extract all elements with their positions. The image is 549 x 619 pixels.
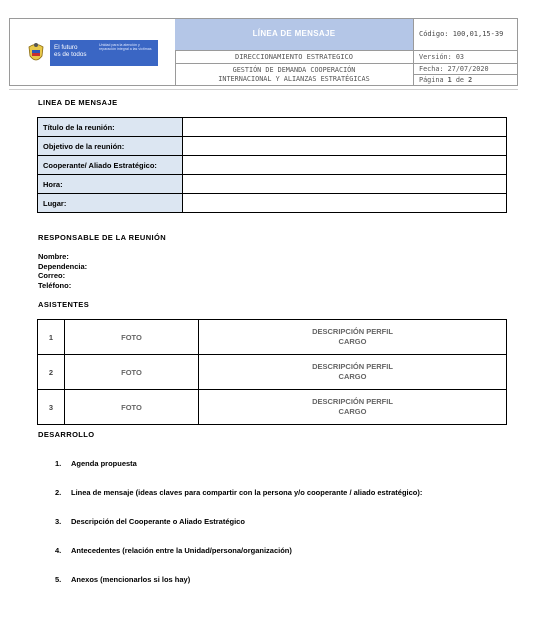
attendee-photo: FOTO	[65, 320, 199, 355]
meeting-info-table	[37, 117, 507, 213]
list-item: 1. Agenda propuesta	[55, 459, 137, 468]
list-item: 3. Descripción del Cooperante o Aliado Estratégico	[55, 517, 245, 526]
logo-subtext: Unidad para la atención y reparación integral a las víctimas	[99, 43, 152, 52]
info-label: Objetivo de la reunión:	[38, 137, 183, 156]
process-name: DIRECCIONAMIENTO ESTRATEGICO	[175, 51, 414, 64]
list-item: 4. Antecedentes (relación entre la Unidad/persona/organización)	[55, 546, 292, 555]
list-item: 2. Linea de mensaje (ideas claves para compartir con la persona y/o cooperante / aliado estratégico):	[55, 488, 423, 497]
section-title-desarrollo: DESARROLLO	[38, 430, 95, 439]
attendee-description: DESCRIPCIÓN PERFIL CARGO	[199, 320, 507, 355]
coat-of-arms-icon	[26, 41, 46, 65]
info-label: Hora:	[38, 175, 183, 194]
info-label: Lugar:	[38, 194, 183, 213]
attendee-description: DESCRIPCIÓN PERFIL CARGO	[199, 390, 507, 425]
page-number: Página 1 de 2	[419, 76, 473, 84]
info-value-field[interactable]	[183, 118, 507, 137]
table-row	[38, 118, 507, 137]
field-nombre: Nombre:	[38, 252, 69, 261]
attendee-photo: FOTO	[65, 390, 199, 425]
table-row	[38, 194, 507, 213]
attendees-table	[37, 319, 507, 425]
info-label: Título de la reunión:	[38, 118, 183, 137]
document-code: Código: 100,01,15-39	[414, 19, 517, 51]
document-title: LÍNEA DE MENSAJE	[175, 19, 414, 51]
document-header	[9, 18, 518, 86]
field-correo: Correo:	[38, 271, 66, 280]
info-label: Cooperante/ Aliado Estratégico:	[38, 156, 183, 175]
attendee-photo: FOTO	[65, 355, 199, 390]
logo-banner	[50, 40, 158, 66]
info-value-field[interactable]	[183, 137, 507, 156]
table-row	[38, 355, 507, 390]
responsable-fields	[38, 252, 87, 290]
info-value-field[interactable]	[183, 156, 507, 175]
table-row	[38, 320, 507, 355]
info-value-field[interactable]	[183, 194, 507, 213]
info-value-field[interactable]	[183, 175, 507, 194]
table-row	[38, 175, 507, 194]
table-row	[38, 390, 507, 425]
attendee-number: 2	[38, 355, 65, 390]
table-row	[38, 137, 507, 156]
field-telefono: Teléfono:	[38, 280, 72, 290]
document-date: Fecha: 27/07/2020	[414, 64, 517, 75]
header-divider	[9, 89, 518, 90]
attendee-description: DESCRIPCIÓN PERFIL CARGO	[199, 355, 507, 390]
attendee-number: 1	[38, 320, 65, 355]
field-dependencia: Dependencia:	[38, 261, 88, 271]
section-title-asistentes: ASISTENTES	[38, 300, 90, 309]
logo-text: El futuro es de todos	[54, 44, 87, 58]
document-version: Versión: 03	[414, 51, 517, 64]
table-row	[38, 156, 507, 175]
section-title-linea: LINEA DE MENSAJE	[38, 98, 118, 107]
logo-cell	[10, 19, 176, 85]
section-title-responsable: RESPONSABLE DE LA REUNIÓN	[38, 233, 167, 242]
procedure-line-1: GESTIÓN DE DEMANDA COOPERACIÓN	[232, 66, 356, 74]
procedure-line-2: INTERNACIONAL Y ALIANZAS ESTRATÉGICAS	[218, 75, 370, 83]
procedure-name	[175, 64, 414, 85]
list-item: 5. Anexos (mencionarlos si los hay)	[55, 575, 191, 584]
attendee-number: 3	[38, 390, 65, 425]
institution-logo	[26, 40, 158, 66]
